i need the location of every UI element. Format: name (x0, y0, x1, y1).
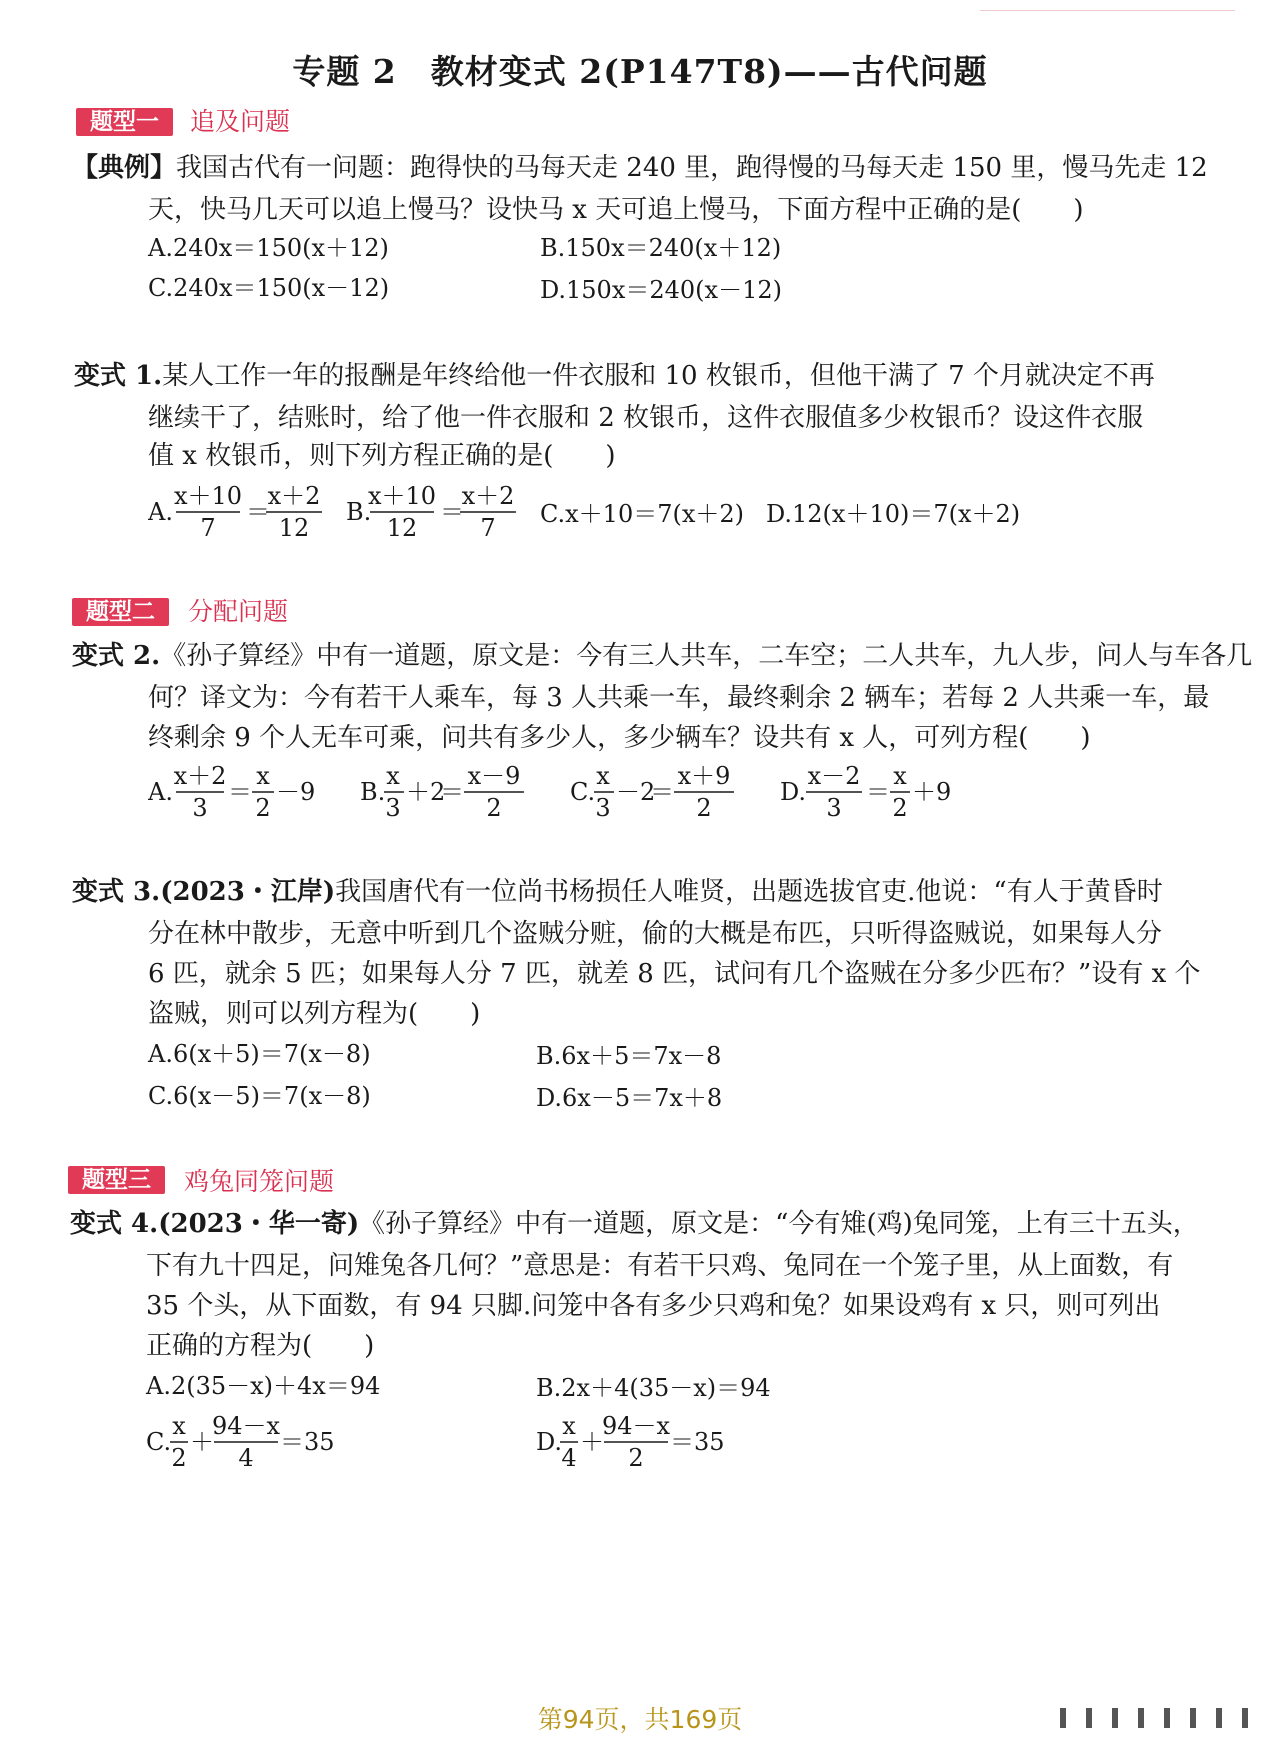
v2-options (148, 762, 1078, 824)
v4-line-2: 下有九十四足，问雉兔各几何？”意思是：有若干只鸡、兔同在一个笼子里，从上面数，有 (146, 1251, 1174, 1281)
v1-b-den1: 12 (386, 514, 418, 542)
v1-b-prefix: B. (346, 498, 372, 526)
v4-c-den1: 2 (171, 1444, 187, 1472)
v4-c-tail: ＝35 (280, 1428, 335, 1456)
v2-c-den1: 3 (595, 794, 611, 822)
v1-b-den2: 7 (480, 514, 496, 542)
example-line-1 (72, 152, 1208, 184)
v1-line-1 (74, 360, 1155, 392)
v2-c-den2: 2 (696, 794, 712, 822)
section-name-2: 分配问题 (188, 597, 289, 626)
v4-c-num1: x (172, 1412, 186, 1440)
v1-a-num1: x＋10 (173, 482, 243, 510)
v1-a-num2: x＋2 (267, 482, 321, 510)
v2-d-den2: 2 (892, 794, 908, 822)
v2-b-num2: x－9 (467, 762, 521, 790)
watermark-bars-icon (1060, 1708, 1255, 1728)
v2-text-1: 《孙子算经》中有一道题，原文是：今有三人共车，二车空；二人共车，九人步，问人与车各几 (160, 641, 1253, 671)
v4-option-a: A.2(35－x)＋4x＝94 (146, 1372, 381, 1400)
v1-label: 变式 1. (74, 361, 163, 391)
v1-line-3: 值 x 枚银币，则下列方程正确的是( ) (148, 441, 616, 471)
v3-line-4: 盗贼，则可以列方程为( ) (148, 999, 481, 1029)
v2-line-1 (72, 640, 1252, 672)
v3-line-3: 6 匹，就余 5 匹；如果每人分 7 匹，就差 8 匹，试问有几个盗贼在分多少匹布？”设有 x 个 (148, 959, 1201, 989)
v4-d-prefix: D. (536, 1428, 563, 1456)
v2-a-den2: 2 (255, 794, 271, 822)
page-title: 专题 2 教材变式 2(P147T8)——古代问题 (292, 52, 988, 91)
v4-d-mid: ＋ (580, 1428, 604, 1456)
v1-text-1: 某人工作一年的报酬是年终给他一件衣服和 10 枚银币，但他干满了 7 个月就决定不再 (162, 361, 1155, 391)
v2-a-den1: 3 (192, 794, 208, 822)
v2-line-2: 何？译文为：今有若干人乘车，每 3 人共乘一车，最终剩余 2 辆车；若每 2 人共乘一车，最 (148, 683, 1210, 713)
v2-b-den2: 2 (486, 794, 502, 822)
v3-label: 变式 3. (72, 877, 161, 907)
v2-c-num1: x (596, 762, 610, 790)
v1-a-eq: ＝ (246, 498, 270, 526)
v2-b-mid: ＋2 (406, 778, 446, 806)
v2-d-tail: ＋9 (912, 778, 952, 806)
v1-b-num2: x＋2 (461, 482, 515, 510)
page-counter: 第94页，共169页 (537, 1705, 743, 1734)
v4-options-cd (146, 1412, 846, 1474)
v4-line-3: 35 个头，从下面数，有 94 只脚.问笼中各有多少只鸡和兔？如果设鸡有 x 只，则可列出 (146, 1291, 1161, 1321)
v2-c-num2: x＋9 (677, 762, 731, 790)
v3-source: (2023・江岸) (160, 877, 336, 907)
v2-b-prefix: B. (360, 778, 386, 806)
v4-line-4: 正确的方程为( ) (146, 1331, 375, 1361)
v4-c-mid: ＋ (190, 1428, 214, 1456)
section-tag-2: 题型二 (72, 598, 169, 626)
v2-d-num2: x (893, 762, 907, 790)
v4-c-den2: 4 (238, 1444, 254, 1472)
v3-text-1: 我国唐代有一位尚书杨损任人唯贤，出题选拔官吏.他说：“有人于黄昏时 (335, 877, 1163, 907)
v3-option-c: C.6(x－5)＝7(x－8) (148, 1082, 371, 1110)
v4-d-den2: 2 (628, 1444, 644, 1472)
v2-a-num1: x＋2 (173, 762, 227, 790)
v3-line-1 (72, 876, 1163, 908)
v2-a-num2: x (256, 762, 270, 790)
example-line-2: 天，快马几天可以追上慢马？设快马 x 天可追上慢马，下面方程中正确的是( ) (148, 195, 1084, 225)
v1-option-d: D.12(x＋10)＝7(x＋2) (766, 500, 1021, 528)
v4-c-num2: 94－x (211, 1412, 281, 1440)
v4-text-1: 《孙子算经》中有一道题，原文是：“今有雉(鸡)兔同笼，上有三十五头， (359, 1209, 1199, 1239)
v2-c-prefix: C. (570, 778, 596, 806)
v2-label: 变式 2. (72, 641, 161, 671)
v4-d-den1: 4 (561, 1444, 577, 1472)
section-name-3: 鸡兔同笼问题 (184, 1167, 335, 1196)
v2-b-den1: 3 (385, 794, 401, 822)
v2-d-num1: x－2 (807, 762, 861, 790)
v4-c-prefix: C. (146, 1428, 172, 1456)
v3-option-b: B.6x＋5＝7x－8 (536, 1042, 722, 1070)
v1-line-2: 继续干了，结账时，给了他一件衣服和 2 枚银币，这件衣服值多少枚银币？设这件衣服 (148, 403, 1144, 433)
v2-b-eq: ＝ (440, 778, 464, 806)
example-option-c: C.240x＝150(x－12) (148, 274, 390, 302)
v1-option-c: C.x＋10＝7(x＋2) (540, 500, 745, 528)
v4-option-b: B.2x＋4(35－x)＝94 (536, 1374, 771, 1402)
v4-d-tail: ＝35 (670, 1428, 725, 1456)
v2-d-eq: ＝ (866, 778, 890, 806)
v1-a-prefix: A. (148, 498, 173, 526)
v4-d-num2: 94－x (601, 1412, 671, 1440)
v2-a-tail: －9 (276, 778, 316, 806)
top-rule (980, 10, 1235, 11)
v4-d-num1: x (562, 1412, 576, 1440)
v4-line-1 (70, 1208, 1199, 1240)
v1-b-num1: x＋10 (367, 482, 437, 510)
v2-c-mid: －2 (616, 778, 656, 806)
v1-b-eq: ＝ (440, 498, 464, 526)
v4-label: 变式 4. (70, 1209, 159, 1239)
example-option-d: D.150x＝240(x－12) (540, 276, 782, 304)
example-option-b: B.150x＝240(x＋12) (540, 234, 782, 262)
v3-option-d: D.6x－5＝7x＋8 (536, 1084, 723, 1112)
v2-d-prefix: D. (780, 778, 807, 806)
v3-option-a: A.6(x＋5)＝7(x－8) (148, 1040, 371, 1068)
v2-b-num1: x (386, 762, 400, 790)
v1-options (148, 482, 1078, 542)
example-option-a: A.240x＝150(x＋12) (148, 234, 389, 262)
section-name-1: 追及问题 (190, 107, 291, 136)
v3-line-2: 分在林中散步，无意中听到几个盗贼分赃，偷的大概是布匹，只听得盗贼说，如果每人分 (148, 919, 1163, 949)
v1-a-den1: 7 (200, 514, 216, 542)
v2-line-3: 终剩余 9 个人无车可乘，问共有多少人，多少辆车？设共有 x 人，可列方程( ) (148, 723, 1091, 753)
v2-a-prefix: A. (148, 778, 173, 806)
example-label: 【典例】 (72, 153, 177, 183)
v4-source: (2023・华一寄) (158, 1209, 360, 1239)
v2-c-eq: ＝ (650, 778, 674, 806)
section-tag-1: 题型一 (76, 108, 173, 136)
v2-d-den1: 3 (826, 794, 842, 822)
section-tag-3: 题型三 (68, 1166, 165, 1194)
v1-a-den2: 12 (278, 514, 310, 542)
v2-a-eq: ＝ (228, 778, 252, 806)
example-text-1: 我国古代有一问题：跑得快的马每天走 240 里，跑得慢的马每天走 150 里，慢马先走 12 (176, 153, 1208, 183)
